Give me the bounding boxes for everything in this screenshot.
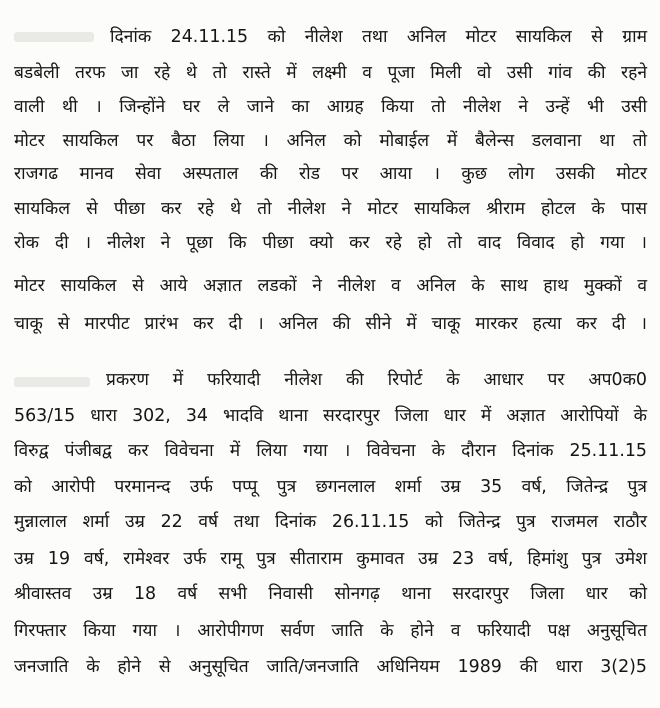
text-line: रोक दी । नीलेश ने पूछा कि पीछा क्यो कर रहे हो तो वाद विवाद हो गया ।: [14, 233, 647, 253]
text-line: प्रकरण में फरियादी नीलेश की रिपोर्ट के आधार पर अप0क0: [106, 370, 647, 390]
text-line: जनजाति के होने से अनुसूचित जाति/जनजाति अधिनियम 1989 की धारा 3(2)5: [14, 657, 647, 677]
faded-text-remnant: [14, 377, 90, 387]
text-line: चाकू से मारपीट प्रारंभ कर दी । अनिल की सीने में चाकू मारकर हत्या कर दी ।: [14, 314, 647, 334]
text-line: मोटर सायकिल से आये अज्ञात लडकों ने नीलेश व अनिल के साथ हाथ मुक्कों व: [14, 276, 647, 296]
text-line: गिरफ्तार किया गया । आरोपीगण सर्वण जाति के होने व फरियादी पक्ष अनुसूचित: [14, 621, 647, 641]
text-line: मोटर सायकिल पर बैठा लिया । अनिल को मोबाईल में बैलेन्स डलवाना था तो: [14, 131, 647, 151]
text-line: विरुद्व पंजीबद्व कर विवेचना में लिया गया । विवेचना के दौरान दिनांक 25.11.15: [14, 441, 647, 461]
text-line: को आरोपी परमानन्द उर्फ पप्पू पुत्र छगनलाल शर्मा उम्र 35 वर्ष, जितेन्द्र पुत्र: [14, 477, 647, 497]
text-line: सायकिल से पीछा कर रहे थे तो नीलेश ने मोटर सायकिल श्रीराम होटल के पास: [14, 199, 647, 219]
text-line: श्रीवास्तव उम्र 18 वर्ष सभी निवासी सोनगढ़ थाना सरदारपुर जिला धार को: [14, 584, 647, 604]
text-line: राजगढ मानव सेवा अस्पताल की रोड पर आया । कुछ लोग उसकी मोटर: [14, 164, 647, 184]
text-line: दिनांक 24.11.15 को नीलेश तथा अनिल मोटर सायकिल से ग्राम: [110, 27, 647, 47]
text-line: मुन्नालाल शर्मा उम्र 22 वर्ष तथा दिनांक 26.11.15 को जितेन्द्र पुत्र राजमल राठौर: [14, 512, 647, 532]
text-line: उम्र 19 वर्ष, रामेश्वर उर्फ रामू पुत्र सीताराम कुमावत उम्र 23 वर्ष, हिमांशु पुत्र उमेश: [14, 549, 647, 569]
faded-text-remnant: [14, 32, 94, 42]
text-line: वाली थी । जिन्होंने घर ले जाने का आग्रह किया तो नीलेश ने उन्हें भी उसी: [14, 97, 647, 117]
text-line: 563/15 धारा 302, 34 भादवि थाना सरदारपुर जिला धार में अज्ञात आरोपियों के: [14, 406, 647, 426]
text-line: बडबेली तरफ जा रहे थे तो रास्ते में लक्ष्मी व पूजा मिली वो उसी गांव की रहने: [14, 63, 647, 83]
